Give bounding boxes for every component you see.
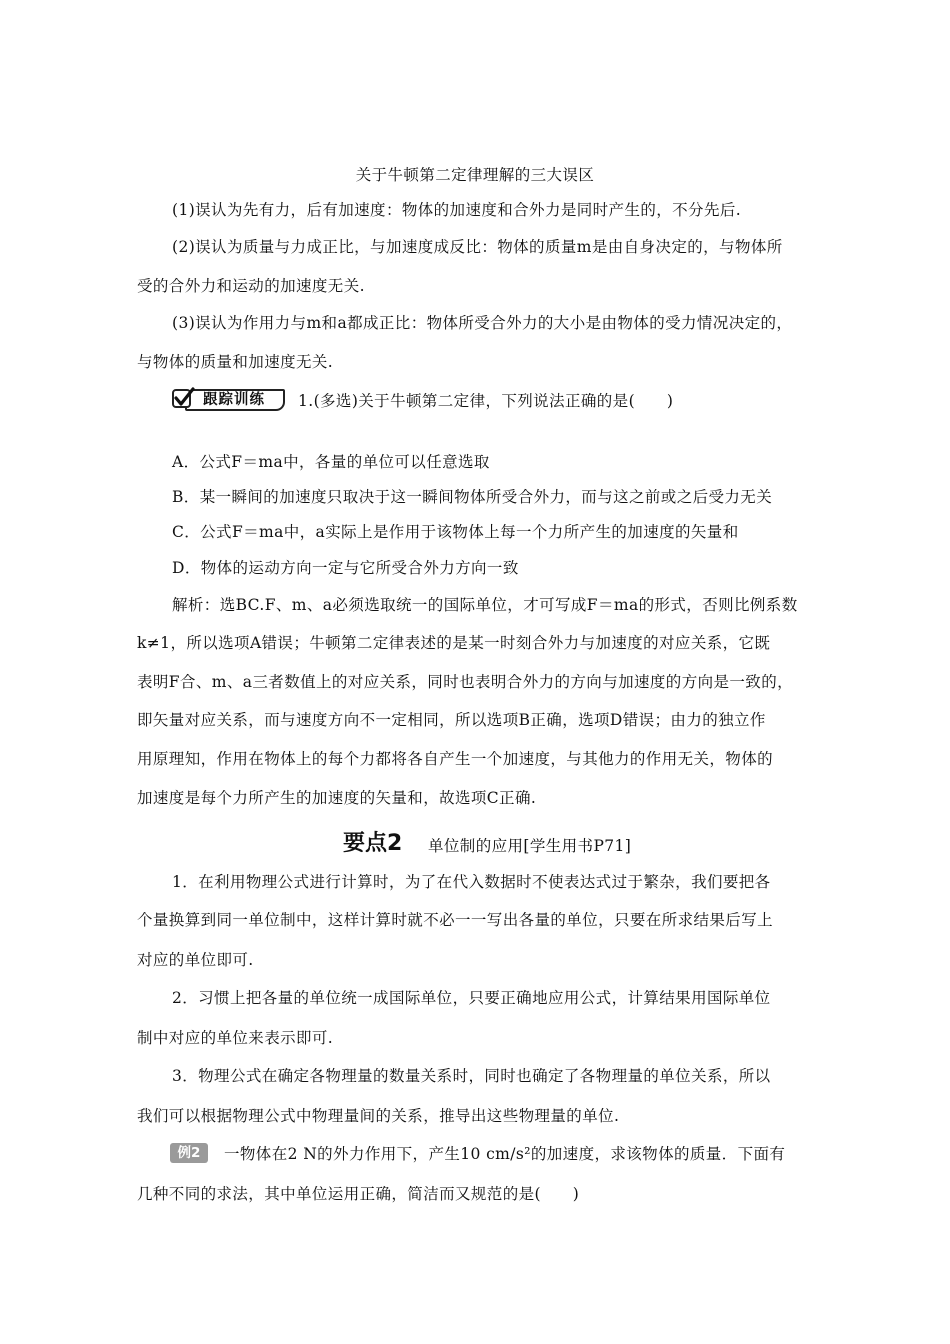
option-c: C．公式F＝ma中，a实际上是作用于该物体上每一个力所产生的加速度的矢量和 xyxy=(172,523,739,541)
example-line-1: 一物体在2 N的外力作用下，产生10 cm/s²的加速度，求该物体的质量．下面有 xyxy=(224,1145,786,1163)
analysis-line-1: 解析：选BC.F、m、a必须选取统一的国际单位，才可写成F＝ma的形式，否则比例系数 xyxy=(172,596,798,614)
option-b: B．某一瞬间的加速度只取决于这一瞬间物体所受合外力，而与这之前或之后受力无关 xyxy=(172,488,773,506)
misconception-2-cont: 受的合外力和运动的加速度无关. xyxy=(137,277,365,295)
point-1-cont-2: 对应的单位即可. xyxy=(137,951,254,969)
analysis-line-5: 用原理知，作用在物体上的每个力都将各自产生一个加速度，与其他力的作用无关，物体的 xyxy=(137,750,774,768)
section-title: 关于牛顿第二定律理解的三大误区 xyxy=(355,166,595,184)
point-1: 1．在利用物理公式进行计算时，为了在代入数据时不使表达式过于繁杂，我们要把各 xyxy=(172,873,771,891)
point-2-cont: 制中对应的单位来表示即可. xyxy=(137,1029,334,1047)
point-1-cont-1: 个量换算到同一单位制中，这样计算时就不必一一写出各量的单位，只要在所求结果后写上 xyxy=(137,911,774,929)
training-badge-label: 跟踪训练 xyxy=(203,392,265,408)
option-a: A．公式F＝ma中，各量的单位可以任意选取 xyxy=(172,453,490,471)
point-3: 3．物理公式在确定各物理量的数量关系时，同时也确定了各物理量的单位关系，所以 xyxy=(172,1067,771,1085)
analysis-line-3: 表明F合、m、a三者数值上的对应关系，同时也表明合外力的方向与加速度的方向是一致的， xyxy=(137,673,793,691)
analysis-line-4: 即矢量对应关系，而与速度方向不一定相同，所以选项B正确，选项D错误；由力的独立作 xyxy=(137,711,766,729)
point-2: 2．习惯上把各量的单位统一成国际单位，只要正确地应用公式，计算结果用国际单位 xyxy=(172,989,771,1007)
key-point-heading: 要点2 xyxy=(343,831,403,856)
training-badge xyxy=(171,387,281,409)
key-point-subtitle: 单位制的应用[学生用书P71] xyxy=(428,837,632,855)
checkmark-icon xyxy=(171,387,197,411)
training-question: 1.(多选)关于牛顿第二定律，下列说法正确的是( ) xyxy=(298,392,674,410)
example-line-2: 几种不同的求法，其中单位运用正确，简洁而又规范的是( ) xyxy=(137,1185,580,1203)
example-tag: 例2 xyxy=(170,1143,208,1163)
misconception-3: (3)误认为作用力与m和a都成正比：物体所受合外力的大小是由物体的受力情况决定的， xyxy=(172,314,793,332)
analysis-line-6: 加速度是每个力所产生的加速度的矢量和，故选项C正确. xyxy=(137,789,537,807)
misconception-3-cont: 与物体的质量和加速度无关. xyxy=(137,353,334,371)
misconception-2: (2)误认为质量与力成正比，与加速度成反比：物体的质量m是由自身决定的，与物体所 xyxy=(172,238,783,256)
analysis-line-2: k≠1，所以选项A错误；牛顿第二定律表述的是某一时刻合外力与加速度的对应关系，它既 xyxy=(137,634,771,652)
option-d: D．物体的运动方向一定与它所受合外力方向一致 xyxy=(172,559,519,577)
misconception-1: (1)误认为先有力，后有加速度：物体的加速度和合外力是同时产生的，不分先后. xyxy=(172,201,742,219)
point-3-cont: 我们可以根据物理公式中物理量间的关系，推导出这些物理量的单位. xyxy=(137,1107,620,1125)
